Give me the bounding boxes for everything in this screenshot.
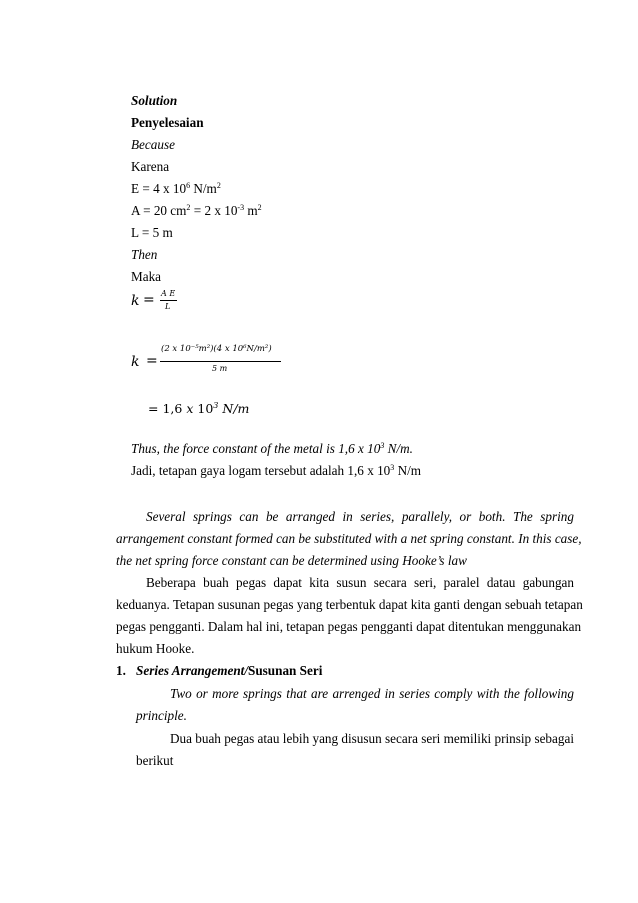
formula2-numerator: (2 x 10⁻⁵m²)(4 x 10⁶N/m²) bbox=[161, 344, 272, 354]
e-value: E = 4 x $10^6$ $N/m^2$ bbox=[131, 181, 221, 196]
formula1-denominator: L bbox=[165, 302, 171, 311]
because-label: Because bbox=[131, 137, 175, 152]
formula2-lhs: k bbox=[131, 354, 140, 370]
para-id-line-1: Beberapa buah pegas dapat kita susun secara seri, paralel datau gabungan bbox=[146, 575, 574, 590]
formula2-eq: = bbox=[146, 353, 158, 369]
formula1-lhs: k bbox=[131, 293, 140, 309]
formula1-fraction-bar bbox=[160, 300, 177, 301]
maka-label: Maka bbox=[131, 269, 162, 284]
result-line: = 1,6 x $10^3$ N/m bbox=[148, 401, 250, 416]
l-value: L = 5 m bbox=[131, 225, 173, 240]
para-id-line-3: pegas pengganti. Dalam hal ini, tetapan pegas pengganti dapat ditentukan menggunakan bbox=[116, 619, 582, 634]
penyelesaian-heading: Penyelesaian bbox=[131, 115, 204, 130]
para-id-line-4: hukum Hooke. bbox=[116, 641, 195, 656]
para-en-line-1: Several springs can be arranged in series, parallely, or both. The spring bbox=[146, 509, 574, 524]
section-number: 1. bbox=[116, 663, 126, 678]
para-en-line-2: arrangement constant formed can be substituted with a net spring constant. In this case, bbox=[116, 531, 582, 546]
formula1-numerator: A E bbox=[161, 289, 176, 298]
sec-id-line-1: Dua buah pegas atau lebih yang disusun secara seri memiliki prinsip sebagai bbox=[170, 731, 574, 746]
a-value: A = 20 $cm^2 = 2$ x $10^{-3}$ $m^2$ bbox=[131, 203, 262, 218]
jadi-conclusion: Jadi, tetapan gaya logam tersebut adalah 1,6 x $10^3$ N/m bbox=[131, 463, 422, 478]
formula2-denominator: 5 m bbox=[212, 364, 228, 373]
then-label: Then bbox=[131, 247, 158, 262]
sec-id-line-2: berikut bbox=[136, 753, 174, 768]
formula2-fraction-bar bbox=[160, 361, 281, 362]
sec-en-line-1: Two or more springs that are arrenged in series comply with the following bbox=[170, 686, 574, 701]
sec-en-line-2: principle. bbox=[136, 708, 187, 723]
thus-conclusion: Thus, the force constant of the metal is 1,6 x $10^3$ N/m. bbox=[131, 441, 413, 456]
para-en-line-3: the net spring force constant can be determined using Hooke’s law bbox=[116, 553, 467, 568]
section-heading: Series Arrangement/Susunan Seri bbox=[136, 663, 323, 678]
formula1-eq: = bbox=[143, 292, 155, 308]
karena-label: Karena bbox=[131, 159, 170, 174]
solution-heading: Solution bbox=[131, 93, 178, 108]
para-id-line-2: keduanya. Tetapan susunan pegas yang terbentuk dapat kita ganti dengan sebuah tetapan bbox=[116, 597, 583, 612]
